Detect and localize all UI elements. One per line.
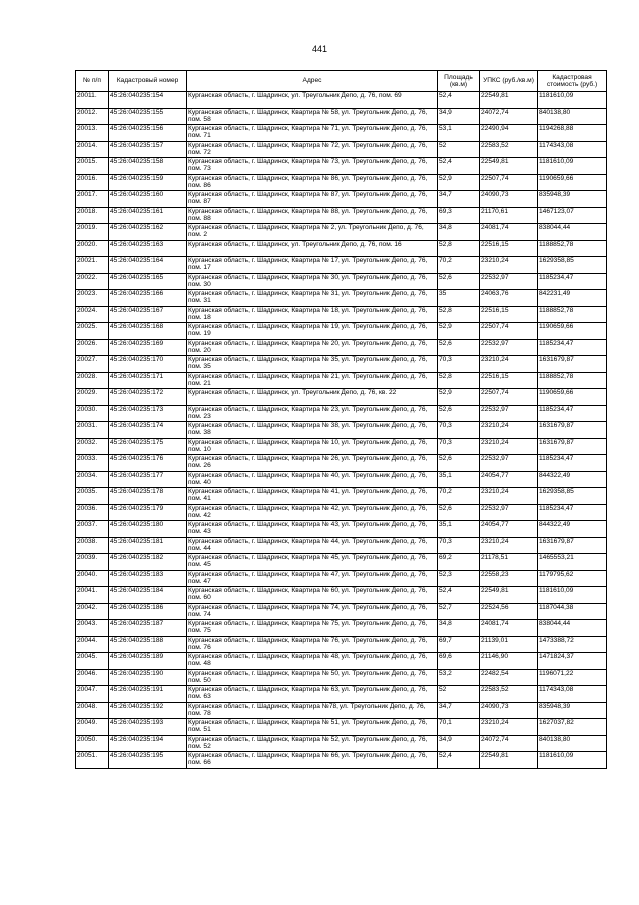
address-cell: Курганская область, г. Шадринск, Квартира № 23, ул. Треугольник Депо, д. 76, пом. 23: [187, 405, 438, 422]
table-row: [76, 438, 607, 455]
table-row: [76, 702, 607, 719]
table-row: [76, 603, 607, 620]
cadastral-number-cell: 45:26:040235:177: [109, 471, 187, 488]
cadastral-number-cell: 45:26:040235:193: [109, 719, 187, 736]
address-cell: Курганская область, г. Шадринск, Квартира № 52, ул. Треугольник Депо, д. 76, пом. 52: [187, 735, 438, 752]
row-number-cell: 20026.: [76, 339, 109, 356]
address-cell: Курганская область, г. Шадринск, Квартира № 26, ул. Треугольник Депо, д. 76, пом. 26: [187, 455, 438, 472]
area-cell: 69,6: [438, 653, 480, 670]
area-cell: 52,8: [438, 240, 480, 257]
address-cell: Курганская область, г. Шадринск, Квартира № 10, ул. Треугольник Депо, д. 76, пом. 10: [187, 438, 438, 455]
upks-cell: 22549,81: [480, 92, 538, 109]
area-cell: 70,3: [438, 537, 480, 554]
upks-cell: 24072,74: [480, 735, 538, 752]
upks-cell: 24054,77: [480, 471, 538, 488]
area-cell: 34,9: [438, 108, 480, 125]
cadastral-cost-cell: 838044,44: [538, 620, 607, 637]
area-cell: 69,3: [438, 207, 480, 224]
area-cell: 53,2: [438, 669, 480, 686]
cadastral-cost-cell: 1194268,88: [538, 125, 607, 142]
table-row: [76, 735, 607, 752]
row-number-cell: 20036.: [76, 504, 109, 521]
header-num: № п/п: [76, 71, 109, 92]
row-number-cell: 20031.: [76, 422, 109, 439]
row-number-cell: 20046.: [76, 669, 109, 686]
area-cell: 34,8: [438, 224, 480, 241]
cadastral-number-cell: 45:26:040235:159: [109, 174, 187, 191]
row-number-cell: 20033.: [76, 455, 109, 472]
row-number-cell: 20051.: [76, 752, 109, 769]
upks-cell: 22524,56: [480, 603, 538, 620]
address-cell: Курганская область, г. Шадринск, Квартира № 74, ул. Треугольник Депо, д. 76, пом. 74: [187, 603, 438, 620]
cadastral-number-cell: 45:26:040235:175: [109, 438, 187, 455]
area-cell: 52,6: [438, 339, 480, 356]
cadastral-number-cell: 45:26:040235:161: [109, 207, 187, 224]
table-row: [76, 686, 607, 703]
row-number-cell: 20027.: [76, 356, 109, 373]
cadastral-cost-cell: 1629358,85: [538, 488, 607, 505]
area-cell: 52,3: [438, 570, 480, 587]
row-number-cell: 20043.: [76, 620, 109, 637]
address-cell: Курганская область, г. Шадринск, Квартира № 18, ул. Треугольник Депо, д. 76, пом. 18: [187, 306, 438, 323]
address-cell: Курганская область, г. Шадринск, Квартира № 41, ул. Треугольник Депо, д. 76, пом. 41: [187, 488, 438, 505]
address-cell: Курганская область, г. Шадринск, Квартира № 87, ул. Треугольник Депо, д. 76, пом. 87: [187, 191, 438, 208]
area-cell: 53,1: [438, 125, 480, 142]
cadastral-number-cell: 45:26:040235:155: [109, 108, 187, 125]
address-cell: Курганская область, г. Шадринск, Квартира № 42, ул. Треугольник Депо, д. 76, пом. 42: [187, 504, 438, 521]
cadastral-cost-cell: 1188852,78: [538, 240, 607, 257]
cadastral-cost-cell: 1465553,21: [538, 554, 607, 571]
row-number-cell: 20025.: [76, 323, 109, 340]
cadastral-cost-cell: 1187044,38: [538, 603, 607, 620]
cadastral-number-cell: 45:26:040235:174: [109, 422, 187, 439]
cadastral-number-cell: 45:26:040235:158: [109, 158, 187, 175]
upks-cell: 22558,23: [480, 570, 538, 587]
row-number-cell: 20041.: [76, 587, 109, 604]
cadastral-cost-cell: 1467123,07: [538, 207, 607, 224]
cadastral-number-cell: 45:26:040235:190: [109, 669, 187, 686]
cadastral-cost-cell: 835948,39: [538, 191, 607, 208]
cadastral-cost-cell: 1174343,08: [538, 686, 607, 703]
header-cadastral-cost: Кадастровая стоимость (руб.): [538, 71, 607, 92]
table-row: [76, 207, 607, 224]
cadastral-cost-cell: 1181610,09: [538, 158, 607, 175]
table-body: [76, 92, 607, 769]
area-cell: 35: [438, 290, 480, 307]
area-cell: 52,6: [438, 504, 480, 521]
address-cell: Курганская область, г. Шадринск, Квартира № 44, ул. Треугольник Депо, д. 76, пом. 44: [187, 537, 438, 554]
cadastral-cost-cell: 838044,44: [538, 224, 607, 241]
cadastral-cost-cell: 1185234,47: [538, 405, 607, 422]
upks-cell: 22516,15: [480, 306, 538, 323]
cadastral-number-cell: 45:26:040235:168: [109, 323, 187, 340]
table-row: [76, 587, 607, 604]
cadastral-number-cell: 45:26:040235:184: [109, 587, 187, 604]
table-row: [76, 471, 607, 488]
address-cell: Курганская область, г. Шадринск, Квартира № 72, ул. Треугольник Депо, д. 76, пом. 72: [187, 141, 438, 158]
cadastral-number-cell: 45:26:040235:188: [109, 636, 187, 653]
area-cell: 52,9: [438, 174, 480, 191]
address-cell: Курганская область, г. Шадринск, Квартира № 47, ул. Треугольник Депо, д. 76, пом. 47: [187, 570, 438, 587]
address-cell: Курганская область, г. Шадринск, Квартира № 2, ул. Треугольник Депо, д. 76, пом. 2: [187, 224, 438, 241]
upks-cell: 23210,24: [480, 257, 538, 274]
upks-cell: 22549,81: [480, 752, 538, 769]
cadastral-cost-cell: 1190659,66: [538, 323, 607, 340]
area-cell: 34,8: [438, 620, 480, 637]
table-row: [76, 537, 607, 554]
row-number-cell: 20021.: [76, 257, 109, 274]
address-cell: Курганская область, г. Шадринск, Квартира № 71, ул. Треугольник Депо, д. 76, пом. 71: [187, 125, 438, 142]
upks-cell: 22507,74: [480, 323, 538, 340]
row-number-cell: 20049.: [76, 719, 109, 736]
row-number-cell: 20045.: [76, 653, 109, 670]
table-row: [76, 422, 607, 439]
area-cell: 52,8: [438, 372, 480, 389]
row-number-cell: 20047.: [76, 686, 109, 703]
address-cell: Курганская область, г. Шадринск, ул. Треугольник Депо, д. 76, пом. 16: [187, 240, 438, 257]
upks-cell: 22532,97: [480, 405, 538, 422]
cadastral-cost-cell: 1471824,37: [538, 653, 607, 670]
cadastral-cost-cell: 1181610,09: [538, 752, 607, 769]
upks-cell: 22516,15: [480, 372, 538, 389]
address-cell: Курганская область, г. Шадринск, Квартира № 38, ул. Треугольник Депо, д. 76, пом. 38: [187, 422, 438, 439]
row-number-cell: 20017.: [76, 191, 109, 208]
table-row: [76, 554, 607, 571]
cadastral-cost-cell: 1631679,87: [538, 422, 607, 439]
upks-cell: 22532,97: [480, 455, 538, 472]
upks-cell: 24081,74: [480, 620, 538, 637]
area-cell: 52,4: [438, 752, 480, 769]
row-number-cell: 20028.: [76, 372, 109, 389]
cadastral-value-table: [75, 70, 607, 769]
cadastral-number-cell: 45:26:040235:178: [109, 488, 187, 505]
table-row: [76, 273, 607, 290]
address-cell: Курганская область, г. Шадринск, Квартира № 63, ул. Треугольник Депо, д. 76, пом. 63: [187, 686, 438, 703]
upks-cell: 23210,24: [480, 422, 538, 439]
row-number-cell: 20035.: [76, 488, 109, 505]
area-cell: 34,7: [438, 702, 480, 719]
area-cell: 52,4: [438, 92, 480, 109]
cadastral-cost-cell: 844322,49: [538, 471, 607, 488]
address-cell: Курганская область, г. Шадринск, Квартира № 31, ул. Треугольник Депо, д. 76, пом. 31: [187, 290, 438, 307]
area-cell: 52,9: [438, 389, 480, 406]
cadastral-cost-cell: 1190659,66: [538, 174, 607, 191]
area-cell: 34,7: [438, 191, 480, 208]
address-cell: Курганская область, г. Шадринск, Квартира № 66, ул. Треугольник Депо, д. 76, пом. 66: [187, 752, 438, 769]
row-number-cell: 20042.: [76, 603, 109, 620]
table-row: [76, 356, 607, 373]
area-cell: 52,7: [438, 603, 480, 620]
area-cell: 52,4: [438, 587, 480, 604]
area-cell: 69,7: [438, 636, 480, 653]
cadastral-cost-cell: 1179795,62: [538, 570, 607, 587]
address-cell: Курганская область, г. Шадринск, Квартира № 60, ул. Треугольник Депо, д. 76, пом. 60: [187, 587, 438, 604]
cadastral-cost-cell: 1185234,47: [538, 455, 607, 472]
table-row: [76, 504, 607, 521]
cadastral-number-cell: 45:26:040235:181: [109, 537, 187, 554]
address-cell: Курганская область, г. Шадринск, Квартира № 75, ул. Треугольник Депо, д. 76, пом. 75: [187, 620, 438, 637]
upks-cell: 21178,51: [480, 554, 538, 571]
row-number-cell: 20040.: [76, 570, 109, 587]
header-upks: УПКС (руб./кв.м): [480, 71, 538, 92]
cadastral-number-cell: 45:26:040235:192: [109, 702, 187, 719]
address-cell: Курганская область, г. Шадринск, Квартира № 35, ул. Треугольник Депо, д. 76, пом. 35: [187, 356, 438, 373]
address-cell: Курганская область, г. Шадринск, ул. Треугольник Депо, д. 76, пом. 69: [187, 92, 438, 109]
row-number-cell: 20023.: [76, 290, 109, 307]
table-row: [76, 290, 607, 307]
row-number-cell: 20011.: [76, 92, 109, 109]
address-cell: Курганская область, г. Шадринск, Квартира № 73, ул. Треугольник Депо, д. 76, пом. 73: [187, 158, 438, 175]
row-number-cell: 20029.: [76, 389, 109, 406]
row-number-cell: 20013.: [76, 125, 109, 142]
address-cell: Курганская область, г. Шадринск, Квартира № 76, ул. Треугольник Депо, д. 76, пом. 76: [187, 636, 438, 653]
address-cell: Курганская область, г. Шадринск, Квартира № 30, ул. Треугольник Депо, д. 76, пом. 30: [187, 273, 438, 290]
row-number-cell: 20022.: [76, 273, 109, 290]
upks-cell: 22549,81: [480, 158, 538, 175]
address-cell: Курганская область, г. Шадринск, ул. Треугольник Депо, д. 76, кв. 22: [187, 389, 438, 406]
address-cell: Курганская область, г. Шадринск, Квартира № 19, ул. Треугольник Депо, д. 76, пом. 19: [187, 323, 438, 340]
table-row: [76, 636, 607, 653]
table-row: [76, 455, 607, 472]
header-address: Адрес: [187, 71, 438, 92]
upks-cell: 23210,24: [480, 356, 538, 373]
table-header: [76, 71, 607, 92]
area-cell: 70,3: [438, 438, 480, 455]
header-area: Площадь (кв.м): [438, 71, 480, 92]
table-row: [76, 174, 607, 191]
address-cell: Курганская область, г. Шадринск, Квартира № 48, ул. Треугольник Депо, д. 76, пом. 48: [187, 653, 438, 670]
table-row: [76, 224, 607, 241]
row-number-cell: 20012.: [76, 108, 109, 125]
upks-cell: 23210,24: [480, 719, 538, 736]
cadastral-cost-cell: 840138,80: [538, 735, 607, 752]
upks-cell: 22516,15: [480, 240, 538, 257]
table-row: [76, 240, 607, 257]
cadastral-number-cell: 45:26:040235:160: [109, 191, 187, 208]
row-number-cell: 20016.: [76, 174, 109, 191]
upks-cell: 22532,97: [480, 504, 538, 521]
table-row: [76, 521, 607, 538]
table-row: [76, 141, 607, 158]
cadastral-number-cell: 45:26:040235:186: [109, 603, 187, 620]
row-number-cell: 20030.: [76, 405, 109, 422]
area-cell: 52,8: [438, 306, 480, 323]
cadastral-number-cell: 45:26:040235:154: [109, 92, 187, 109]
cadastral-number-cell: 45:26:040235:162: [109, 224, 187, 241]
address-cell: Курганская область, г. Шадринск, Квартира № 51, ул. Треугольник Депо, д. 76, пом. 51: [187, 719, 438, 736]
area-cell: 52,6: [438, 405, 480, 422]
row-number-cell: 20039.: [76, 554, 109, 571]
area-cell: 70,3: [438, 356, 480, 373]
address-cell: Курганская область, г. Шадринск, Квартира № 17, ул. Треугольник Депо, д. 76, пом. 17: [187, 257, 438, 274]
upks-cell: 24090,73: [480, 702, 538, 719]
upks-cell: 23210,24: [480, 537, 538, 554]
row-number-cell: 20015.: [76, 158, 109, 175]
row-number-cell: 20019.: [76, 224, 109, 241]
area-cell: 35,1: [438, 471, 480, 488]
area-cell: 52,6: [438, 273, 480, 290]
area-cell: 52,6: [438, 455, 480, 472]
table-row: [76, 191, 607, 208]
header-cadastral-number: Кадастровый номер: [109, 71, 187, 92]
cadastral-cost-cell: 1631679,87: [538, 438, 607, 455]
header-row: [76, 71, 607, 92]
table-row: [76, 257, 607, 274]
upks-cell: 22583,52: [480, 141, 538, 158]
cadastral-cost-cell: 835948,39: [538, 702, 607, 719]
cadastral-number-cell: 45:26:040235:182: [109, 554, 187, 571]
cadastral-number-cell: 45:26:040235:179: [109, 504, 187, 521]
area-cell: 69,2: [438, 554, 480, 571]
cadastral-cost-cell: 1181610,09: [538, 587, 607, 604]
cadastral-number-cell: 45:26:040235:172: [109, 389, 187, 406]
upks-cell: 22507,74: [480, 174, 538, 191]
cadastral-number-cell: 45:26:040235:189: [109, 653, 187, 670]
table-row: [76, 653, 607, 670]
cadastral-cost-cell: 1627037,82: [538, 719, 607, 736]
address-cell: Курганская область, г. Шадринск, Квартира № 45, ул. Треугольник Депо, д. 76, пом. 45: [187, 554, 438, 571]
table-row: [76, 719, 607, 736]
cadastral-cost-cell: 1629358,85: [538, 257, 607, 274]
row-number-cell: 20024.: [76, 306, 109, 323]
cadastral-number-cell: 45:26:040235:166: [109, 290, 187, 307]
table-row: [76, 752, 607, 769]
table-row: [76, 488, 607, 505]
upks-cell: 24063,76: [480, 290, 538, 307]
cadastral-number-cell: 45:26:040235:180: [109, 521, 187, 538]
upks-cell: 22482,54: [480, 669, 538, 686]
upks-cell: 21170,61: [480, 207, 538, 224]
cadastral-cost-cell: 1196071,22: [538, 669, 607, 686]
upks-cell: 22583,52: [480, 686, 538, 703]
upks-cell: 23210,24: [480, 488, 538, 505]
area-cell: 34,9: [438, 735, 480, 752]
cadastral-number-cell: 45:26:040235:156: [109, 125, 187, 142]
table-row: [76, 620, 607, 637]
area-cell: 52: [438, 686, 480, 703]
table-row: [76, 339, 607, 356]
upks-cell: 23210,24: [480, 438, 538, 455]
area-cell: 70,2: [438, 488, 480, 505]
cadastral-number-cell: 45:26:040235:157: [109, 141, 187, 158]
address-cell: Курганская область, г. Шадринск, Квартира № 86, ул. Треугольник Депо, д. 76, пом. 86: [187, 174, 438, 191]
area-cell: 70,1: [438, 719, 480, 736]
area-cell: 70,2: [438, 257, 480, 274]
upks-cell: 22532,97: [480, 339, 538, 356]
cadastral-cost-cell: 1185234,47: [538, 273, 607, 290]
row-number-cell: 20018.: [76, 207, 109, 224]
cadastral-number-cell: 45:26:040235:191: [109, 686, 187, 703]
upks-cell: 22490,94: [480, 125, 538, 142]
row-number-cell: 20044.: [76, 636, 109, 653]
cadastral-number-cell: 45:26:040235:176: [109, 455, 187, 472]
cadastral-number-cell: 45:26:040235:194: [109, 735, 187, 752]
upks-cell: 22532,97: [480, 273, 538, 290]
address-cell: Курганская область, г. Шадринск, Квартира № 43, ул. Треугольник Депо, д. 76, пом. 43: [187, 521, 438, 538]
table-row: [76, 372, 607, 389]
row-number-cell: 20034.: [76, 471, 109, 488]
address-cell: Курганская область, г. Шадринск, Квартира № 88, ул. Треугольник Депо, д. 76, пом. 88: [187, 207, 438, 224]
table-row: [76, 306, 607, 323]
cadastral-number-cell: 45:26:040235:187: [109, 620, 187, 637]
table-row: [76, 125, 607, 142]
upks-cell: 21139,01: [480, 636, 538, 653]
area-cell: 35,1: [438, 521, 480, 538]
area-cell: 52,9: [438, 323, 480, 340]
address-cell: Курганская область, г. Шадринск, Квартира №78, ул. Треугольник Депо, д. 76, пом. 78: [187, 702, 438, 719]
cadastral-number-cell: 45:26:040235:165: [109, 273, 187, 290]
cadastral-number-cell: 45:26:040235:173: [109, 405, 187, 422]
cadastral-cost-cell: 1185234,47: [538, 339, 607, 356]
cadastral-cost-cell: 1631679,87: [538, 356, 607, 373]
table-row: [76, 405, 607, 422]
upks-cell: 24081,74: [480, 224, 538, 241]
row-number-cell: 20048.: [76, 702, 109, 719]
table-row: [76, 108, 607, 125]
upks-cell: 24054,77: [480, 521, 538, 538]
table-row: [76, 669, 607, 686]
area-cell: 70,3: [438, 422, 480, 439]
upks-cell: 24072,74: [480, 108, 538, 125]
cadastral-number-cell: 45:26:040235:183: [109, 570, 187, 587]
table-row: [76, 570, 607, 587]
upks-cell: 24090,73: [480, 191, 538, 208]
page-number: 441: [311, 44, 328, 54]
area-cell: 52,4: [438, 158, 480, 175]
cadastral-cost-cell: 1174343,08: [538, 141, 607, 158]
row-number-cell: 20014.: [76, 141, 109, 158]
cadastral-number-cell: 45:26:040235:163: [109, 240, 187, 257]
cadastral-number-cell: 45:26:040235:169: [109, 339, 187, 356]
cadastral-cost-cell: 1188852,78: [538, 372, 607, 389]
table-row: [76, 389, 607, 406]
area-cell: 52: [438, 141, 480, 158]
cadastral-cost-cell: 1181610,09: [538, 92, 607, 109]
cadastral-number-cell: 45:26:040235:167: [109, 306, 187, 323]
cadastral-cost-cell: 844322,49: [538, 521, 607, 538]
row-number-cell: 20032.: [76, 438, 109, 455]
row-number-cell: 20037.: [76, 521, 109, 538]
cadastral-number-cell: 45:26:040235:164: [109, 257, 187, 274]
address-cell: Курганская область, г. Шадринск, Квартира № 58, ул. Треугольник Депо, д. 76, пом. 58: [187, 108, 438, 125]
cadastral-cost-cell: 840138,80: [538, 108, 607, 125]
cadastral-number-cell: 45:26:040235:171: [109, 372, 187, 389]
address-cell: Курганская область, г. Шадринск, Квартира № 21, ул. Треугольник Депо, д. 76, пом. 21: [187, 372, 438, 389]
row-number-cell: 20038.: [76, 537, 109, 554]
cadastral-cost-cell: 1185234,47: [538, 504, 607, 521]
cadastral-number-cell: 45:26:040235:170: [109, 356, 187, 373]
cadastral-number-cell: 45:26:040235:195: [109, 752, 187, 769]
upks-cell: 21146,90: [480, 653, 538, 670]
address-cell: Курганская область, г. Шадринск, Квартира № 50, ул. Треугольник Депо, д. 76, пом. 50: [187, 669, 438, 686]
cadastral-cost-cell: 1190659,66: [538, 389, 607, 406]
cadastral-cost-cell: 842231,49: [538, 290, 607, 307]
cadastral-cost-cell: 1473388,72: [538, 636, 607, 653]
table-row: [76, 158, 607, 175]
address-cell: Курганская область, г. Шадринск, Квартира № 20, ул. Треугольник Депо, д. 76, пом. 20: [187, 339, 438, 356]
upks-cell: 22549,81: [480, 587, 538, 604]
row-number-cell: 20020.: [76, 240, 109, 257]
table-row: [76, 323, 607, 340]
cadastral-cost-cell: 1188852,78: [538, 306, 607, 323]
table-row: [76, 92, 607, 109]
upks-cell: 22507,74: [480, 389, 538, 406]
cadastral-cost-cell: 1631679,87: [538, 537, 607, 554]
address-cell: Курганская область, г. Шадринск, Квартира № 40, ул. Треугольник Депо, д. 76, пом. 40: [187, 471, 438, 488]
row-number-cell: 20050.: [76, 735, 109, 752]
